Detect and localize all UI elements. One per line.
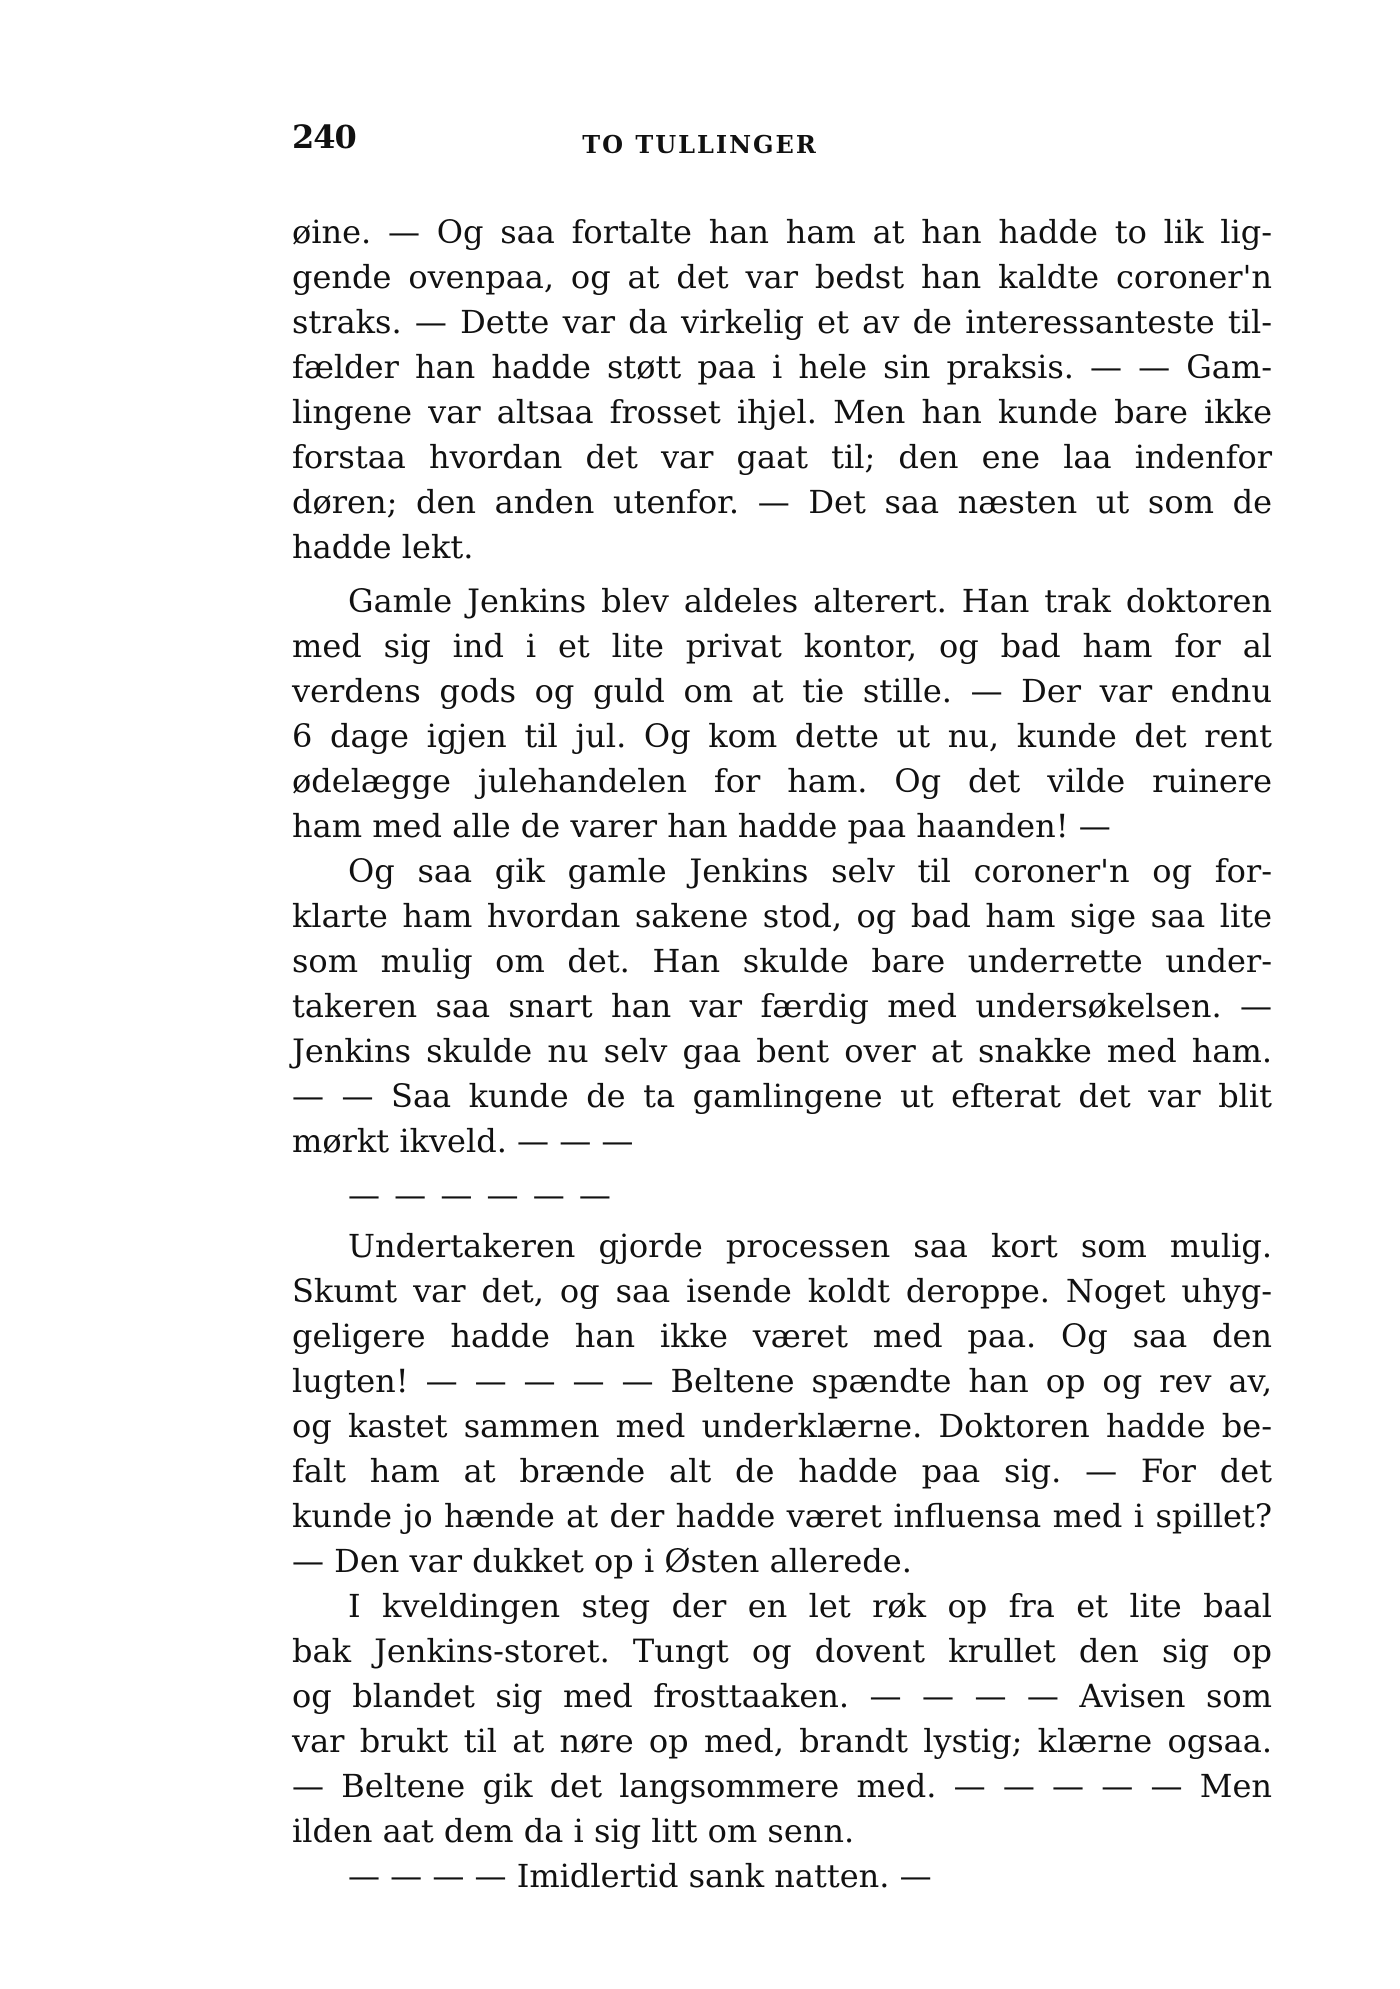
text-line: var brukt til at nøre op med, brandt lystig; klærne ogsaa. — [292, 1722, 1272, 1760]
text-line: lingene var altsaa frosset ihjel. Men han kunde bare ikke — [292, 393, 1272, 431]
paragraph — [292, 1584, 1272, 1854]
paragraph — [292, 1224, 1272, 1584]
text-line: takeren saa snart han var færdig med undersøkelsen. — — [292, 987, 1272, 1025]
text-line: verdens gods og guld om at tie stille. — Der var endnu — [292, 672, 1272, 710]
text-line: og kastet sammen med underklærne. Doktoren hadde be- — [292, 1407, 1272, 1445]
text-line: Undertakeren gjorde processen saa kort som mulig. — [348, 1227, 1272, 1265]
text-line: Gamle Jenkins blev aldeles alterert. Han trak doktoren — [348, 582, 1272, 620]
text-line: som mulig om det. Han skulde bare underrette under- — [292, 942, 1272, 980]
paragraph — [292, 210, 1272, 570]
text-line: geligere hadde han ikke været med paa. Og saa den — [292, 1317, 1272, 1355]
paragraph — [292, 1854, 1272, 1899]
text-line: — Beltene gik det langsommere med. — — — — — Men — [292, 1767, 1272, 1805]
text-line: ødelægge julehandelen for ham. Og det vilde ruinere — [292, 762, 1272, 800]
text-line: forstaa hvordan det var gaat til; den ene laa indenfor — [292, 438, 1272, 476]
section-break: — — — — — — — [348, 1176, 613, 1214]
text-line: døren; den anden utenfor. — Det saa næsten ut som de — [292, 483, 1272, 521]
running-title: TO TULLINGER — [582, 130, 818, 159]
text-line: 6 dage igjen til jul. Og kom dette ut nu, kunde det rent — [292, 717, 1272, 755]
text-line: bak Jenkins-storet. Tungt og dovent krullet den sig op — [292, 1632, 1272, 1670]
text-line: ilden aat dem da i sig litt om senn. — [292, 1812, 855, 1850]
text-line: ham med alle de varer han hadde paa haanden! — — [292, 807, 1111, 845]
text-line: gende ovenpaa, og at det var bedst han kaldte coroner'n — [292, 258, 1272, 296]
text-line: straks. — Dette var da virkelig et av de interessanteste til- — [292, 303, 1272, 341]
paragraph — [292, 579, 1272, 849]
text-line: med sig ind i et lite privat kontor, og bad ham for al — [292, 627, 1272, 665]
text-line: I kveldingen steg der en let røk op fra et lite baal — [348, 1587, 1272, 1625]
text-line: Og saa gik gamle Jenkins selv til coroner'n og for- — [348, 852, 1272, 890]
text-line: Skumt var det, og saa isende koldt deroppe. Noget uhyg- — [292, 1272, 1272, 1310]
text-line: kunde jo hænde at der hadde været influensa med i spillet? — [292, 1497, 1272, 1535]
text-line: og blandet sig med frosttaaken. — — — — Avisen som — [292, 1677, 1272, 1715]
text-line: fælder han hadde støtt paa i hele sin praksis. — — Gam- — [292, 348, 1272, 386]
text-line: — Den var dukket op i Østen allerede. — [292, 1542, 912, 1580]
text-line: — — Saa kunde de ta gamlingene ut efterat det var blit — [292, 1077, 1272, 1115]
text-line: hadde lekt. — [292, 528, 474, 566]
text-line: klarte ham hvordan sakene stod, og bad ham sige saa lite — [292, 897, 1272, 935]
text-line: lugten! — — — — — Beltene spændte han op og rev av, — [292, 1362, 1272, 1400]
text-line: — — — — Imidlertid sank natten. — — [348, 1857, 932, 1895]
text-line: øine. — Og saa fortalte han ham at han hadde to lik lig- — [292, 213, 1272, 251]
text-line: Jenkins skulde nu selv gaa bent over at snakke med ham. — [292, 1032, 1272, 1070]
paragraph — [292, 849, 1272, 1164]
text-body — [292, 210, 1272, 1899]
text-line: mørkt ikveld. — — — — [292, 1122, 634, 1160]
text-line: falt ham at brænde alt de hadde paa sig. — For det — [292, 1452, 1272, 1490]
page-number: 240 — [292, 118, 356, 156]
